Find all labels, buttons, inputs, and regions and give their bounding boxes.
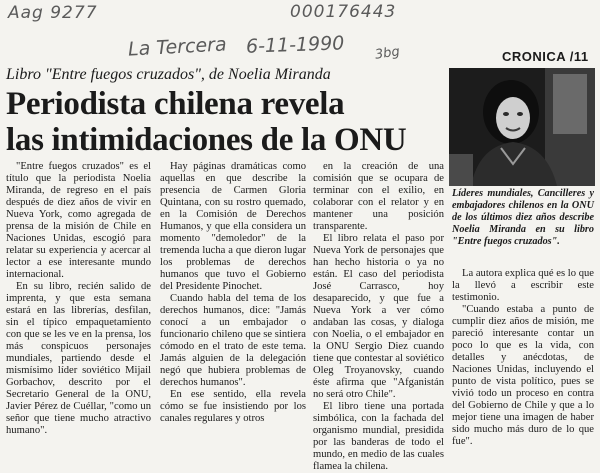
paragraph: Hay páginas dramáticas como aquellas en que describe la presencia de Carmen Gloria Quintana, con su rostro quemado, en la Comisión de Derechos Humanos, y que ella considera un momento "demoledor" de la tremenda lucha a que dieron lugar los problemas de derechos humanos que tuvo el Gobierno del Presidente Pinochet.: [160, 161, 306, 292]
page-mark-handwriting: 3bg: [374, 44, 401, 63]
article-column-1: [6, 161, 151, 437]
source-handwriting: La Tercera: [127, 33, 228, 61]
article-column-2: [160, 161, 306, 425]
paragraph: En ese sentido, ella revela cómo se fue insistiendo por los canales regulares y otros: [160, 389, 306, 424]
author-photo: [449, 68, 595, 186]
photo-caption: Líderes mundiales, Cancilleres y embajadores chilenos en la ONU de los últimos diez años describe Noelia Miranda en su libro "Entre fuegos cruzados".: [452, 188, 594, 247]
paragraph: La autora explica qué es lo que la llevó a escribir este testimonio.: [452, 268, 594, 303]
paragraph: El libro relata el paso por Nueva York de personajes que han hecho historia o ya no están. El caso del periodista José Carrasco, hoy desaparecido, y que fue a Nueva York a ver cómo andaban las cosas, y dialoga con Noelia, o el embajador en la ONU Sergio Diez cuando tiene que contestar al soviético Oleg Troyanovsky, cuando éste afirma que "Afganistán no será otro Chile".: [313, 233, 444, 400]
article-column-4: [452, 268, 594, 448]
headline: [6, 86, 406, 158]
paragraph: En su libro, recién salido de imprenta, y que esta semana estará en las librerías, desfilan, sin el típico empaquetamiento con que se les ve en la prensa, los más conspicuos personajes mundiales, partiendo desde el mismísimo líder soviético Mijail Gorbachov, descrito por el Secretario General de la ONU, Javier Pérez de Cuéllar, "como un señor que tiene mucho atractivo humano".: [6, 281, 151, 436]
section-label: CRONICA /11: [502, 49, 589, 64]
paragraph: El libro tiene una portada simbólica, con la fachada del organismo mundial, presidida por las banderas de todo el mundo, en medio de las cuales flamea la chilena.: [313, 401, 444, 472]
paragraph: "Entre fuegos cruzados" es el título que la periodista Noelia Miranda, de regreso en el país después de diez años de vivir en Nueva York, como agregada de prensa de la misión de Chile en Naciones Unidas, escogió para relatar su experiencia y acercar al lector a ese interesante mundo internacional.: [6, 161, 151, 280]
date-handwriting: 6-11-1990: [245, 32, 345, 58]
paragraph: "Cuando estaba a punto de cumplir diez años de misión, me pareció interesante contar un poco lo que es la vida, con detalles y anécdotas, de Naciones Unidas, incluyendo el punto de vista político, pues se vivió todo un proceso en contra del Gobierno de Chile y que a lo mejor tiene una imagen de haber sido mucho más duro de lo que fue".: [452, 304, 594, 447]
paragraph: Cuando habla del tema de los derechos humanos, dice: "Jamás conocí a un embajador o funcionario chileno que se sintiera cómodo en el trato de este tema. Jamás alguien de la delegación negó que hubiera problemas de derechos humanos".: [160, 293, 306, 388]
headline-line-1: Periodista chilena revela: [6, 86, 345, 122]
kicker: Libro "Entre fuegos cruzados", de Noelia Miranda: [6, 66, 331, 83]
paragraph: en la creación de una comisión que se ocupara de terminar con el exilio, en colaborar con el relator y en mantener una posición transparente.: [313, 161, 444, 232]
article-column-3: [313, 161, 444, 473]
author-portrait-image: [449, 68, 595, 186]
record-number-stamp: 000176443: [290, 2, 397, 22]
headline-line-2: las intimidaciones de la ONU: [6, 122, 407, 158]
archive-code-handwriting: Aag 9277: [8, 3, 98, 23]
